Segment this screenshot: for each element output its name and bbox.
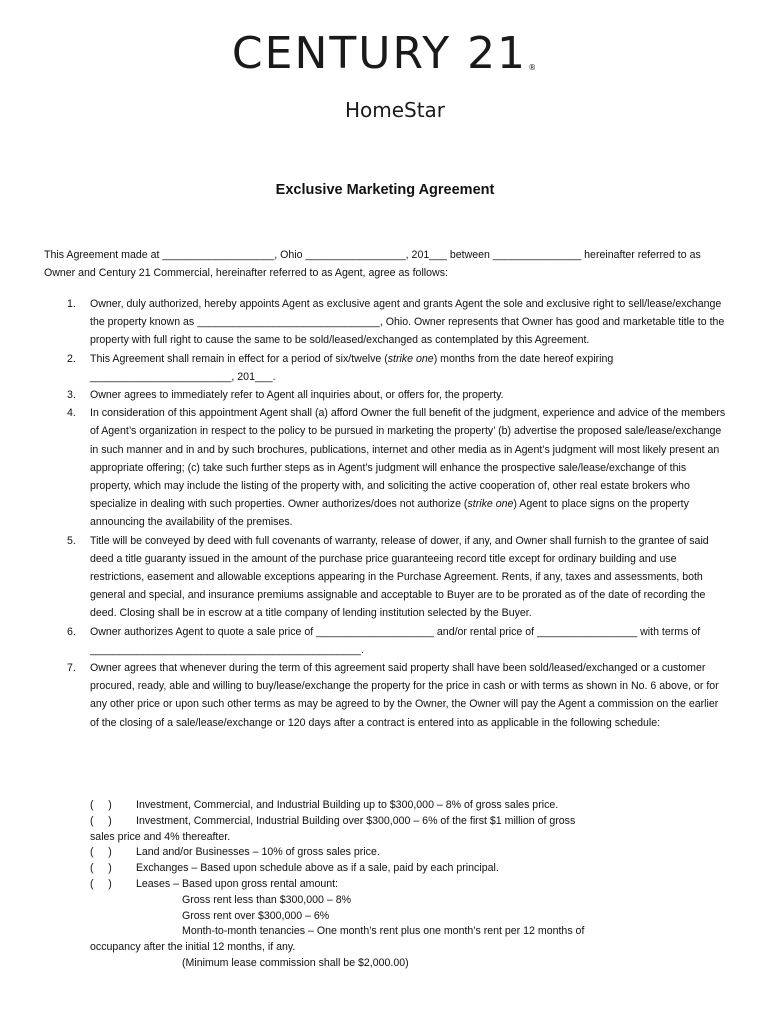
schedule-row-investment-under [90,798,730,814]
checkbox-blank[interactable]: ( ) [90,877,112,890]
clause-text: Owner agrees that whenever during the term of this agreement said property shall have been sold/leased/exchanged or a customer procured, ready, able and willing to buy/lease/exchange the property for the price in cash or with terms as shown in No. 6 above, or for any other price or upon such other terms as may be agreed to by the Owner, the Owner will pay the Agent a commission on the earlier of the closing of a sale/lease/exchange or 120 days after a contract is entered into as applicable in the following schedule: [90,662,719,729]
checkbox-blank[interactable]: ( ) [90,814,112,827]
clause-5 [44,532,729,623]
schedule-text: Exchanges – Based upon schedule above as if a sale, paid by each principal. [136,862,499,875]
clause-number: 1. [67,298,76,310]
clause-6 [44,623,729,659]
clause-number: 7. [67,662,76,675]
schedule-text: Leases – Based upon gross rental amount: [136,877,339,890]
schedule-row-land [90,845,730,861]
logo-wordmark [0,30,770,92]
schedule-row-investment-over [90,814,730,830]
lease-rate-under: Gross rent less than $300,000 – 8% [182,893,352,906]
clause-number: 5. [67,534,76,547]
schedule-text: Land and/or Businesses – 10% of gross sales price. [136,846,380,859]
clause-number: 3. [67,389,76,402]
schedule-text: Investment, Commercial, Industrial Building over $300,000 – 6% of the first $1 million of gross [136,814,576,827]
checkbox-blank[interactable]: ( ) [90,799,112,811]
schedule-row-exchanges [90,861,730,877]
clause-number: 6. [67,625,76,638]
clause-text: Owner agrees to immediately refer to Agent all inquiries about, or offers for, the property. [90,389,504,402]
schedule-row-leases [90,877,730,893]
logo-subtitle: HomeStar [344,98,446,122]
document-title: Exclusive Marketing Agreement [275,182,495,198]
schedule-text: Investment, Commercial, and Industrial Building up to $300,000 – 8% of gross sales price. [136,799,559,811]
registered-mark: ® [528,63,539,72]
clause-text: This Agreement shall remain in effect for a period of six/twelve ( [90,352,388,365]
clause-text: In consideration of this appointment Agent shall (a) afford Owner the full benefit of the judgment, experience and advice of the members of Agent’s organization in respect to the policy to be pursued in marketing the property’ (b) advertise the proposed sale/lease/exchange in such manner and in and by such brochures, publications, internet and other media as in Agent’s judgment will most likely present an appropriate offering; (c) take such further steps as in Agent’s judgment will enhance the prospective sale/lease/exchange of this property, which may include the listing of the property with, and soliciting the active cooperation of, other real estate brokers who specialize in dealing with such properties. Owner authorizes/does not authorize ( [90,407,726,511]
lease-rate-over: Gross rent over $300,000 – 6% [182,909,330,922]
clause-text: Owner, duly authorized, hereby appoints Agent as exclusive agent and grants Agent the sole and exclusive right to sell/lease/exchange the property known as _______________________________, Ohio. Owner represents that Owner has good and marketable title to the property with full right to cause the same to be sold/leased/exchanged as contemplated by this Agreement. [90,298,725,347]
clause-4 [44,404,729,531]
clause-emphasis: strike one [387,352,434,365]
agreement-clauses [44,295,729,732]
lease-month-to-month: Month-to-month tenancies – One month’s rent plus one month’s rent per 12 months of [182,925,585,938]
clause-emphasis: strike one [467,498,514,511]
commission-schedule [90,798,730,972]
schedule-row-investment-over-cont [90,830,730,846]
intro-paragraph: This Agreement made at ___________________, Ohio _________________, 201___ between _______________ hereinafter referred to as Owner and Century 21 Commercial, hereinafter referred to as Agent, agree as follows: [44,249,701,280]
clause-7 [44,659,729,732]
clause-number: 4. [67,407,76,420]
checkbox-blank[interactable]: ( ) [90,846,112,859]
checkbox-blank[interactable]: ( ) [90,862,112,875]
clause-text-cont: ) Agent to place signs on the property announcing the availability of the premises. [90,498,689,529]
clause-2 [44,350,729,386]
clause-text: Title will be conveyed by deed with full covenants of warranty, release of dower, if any, and Owner shall furnish to the grantee of said deed a title guaranty issued in the amount of the purchase price guaranteeing record title except for ordinary building and use restrictions, easement and allowable exceptions appearing in the Purchase Agreement. Rents, if any, taxes and assessments, both general and special, and insurance premiums assignable and acceptable to Buyer are to be prorated as of the date of recording the deed. Closing shall be in escrow at a title company of lending institution selected by the Buyer. [90,534,709,620]
clause-number: 2. [67,352,76,365]
century21-homestar-logo [0,30,770,122]
clause-text-cont: ) months from the date hereof expiring ________________________, 201___. [90,352,614,383]
logo-main-text: CENTURY 21 [231,28,528,79]
lease-month-to-month-cont: occupancy after the initial 12 months, if any. [90,941,296,954]
schedule-text: sales price and 4% thereafter. [90,830,231,843]
clause-3 [44,386,729,404]
clause-1 [44,295,729,350]
clause-text: Owner authorizes Agent to quote a sale price of ____________________ and/or rental price of _________________ with terms of ______________________________________________. [90,625,701,656]
lease-minimum-commission: (Minimum lease commission shall be $2,000.00) [182,956,409,969]
